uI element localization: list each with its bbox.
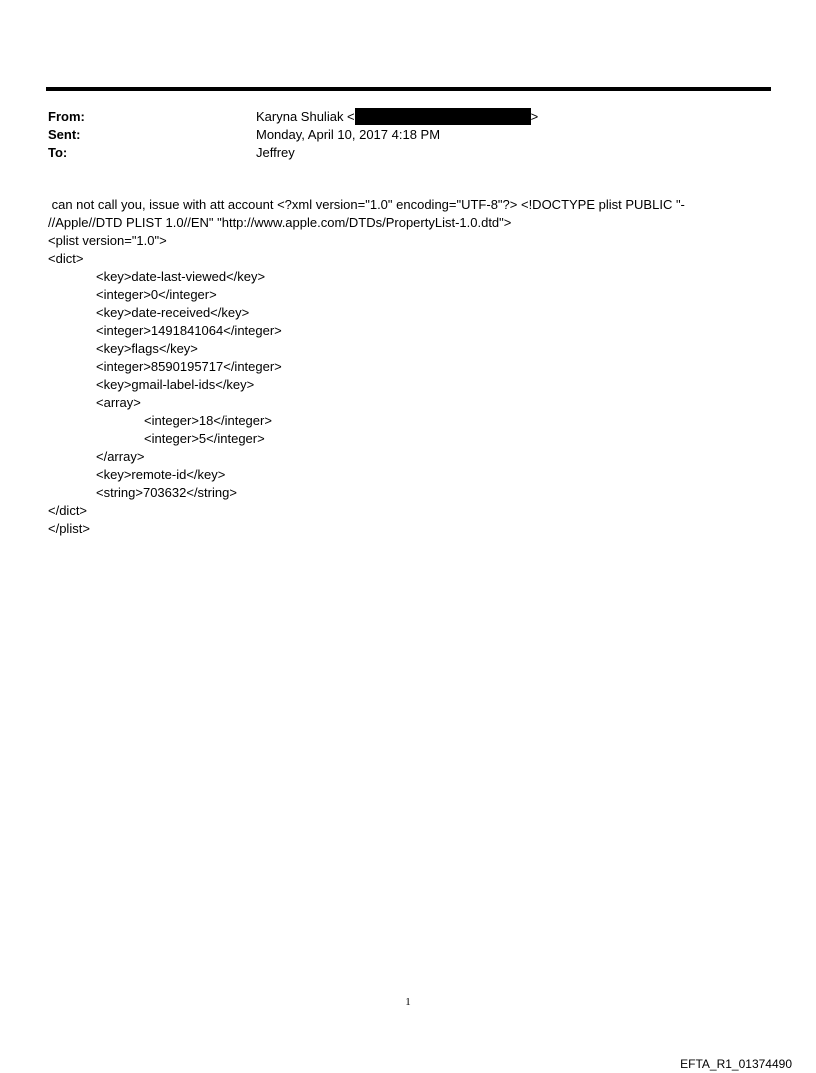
body-line: <integer>1491841064</integer> (96, 323, 282, 338)
bates-number: EFTA_R1_01374490 (680, 1057, 792, 1071)
email-body (48, 196, 768, 538)
body-line: <array> (96, 395, 141, 410)
header-divider (46, 87, 771, 91)
sent-label: Sent: (48, 127, 81, 142)
sender-email-close: > (530, 109, 539, 124)
to-value: Jeffrey (256, 145, 295, 160)
body-line: </plist> (48, 521, 90, 536)
body-line: <integer>8590195717</integer> (96, 359, 282, 374)
body-line: <key>date-received</key> (96, 305, 250, 320)
sender-name: Karyna Shuliak < (256, 109, 355, 124)
page-number: 1 (405, 996, 411, 1008)
body-line: <plist version="1.0"> (48, 233, 167, 248)
body-line: <key>remote-id</key> (96, 467, 226, 482)
from-value (256, 108, 538, 126)
body-line: </dict> (48, 503, 88, 518)
body-line: can not call you, issue with att account <?xml version="1.0" encoding="UTF-8"?> <!DOCTYPE plist PUBLIC "- (48, 197, 685, 212)
body-line: <integer>0</integer> (96, 287, 217, 302)
body-line: <key>flags</key> (96, 341, 198, 356)
body-line: //Apple//DTD PLIST 1.0//EN" "http://www.apple.com/DTDs/PropertyList-1.0.dtd"> (48, 215, 512, 230)
body-line: <integer>18</integer> (144, 413, 272, 428)
body-line: <integer>5</integer> (144, 431, 265, 446)
sent-row (48, 126, 768, 144)
email-header (48, 108, 768, 162)
to-row (48, 144, 768, 162)
to-label: To: (48, 145, 68, 160)
body-line: <key>gmail-label-ids</key> (96, 377, 255, 392)
body-line: <key>date-last-viewed</key> (96, 269, 266, 284)
from-label: From: (48, 109, 85, 124)
from-row (48, 108, 768, 126)
body-line: <dict> (48, 251, 84, 266)
sent-value: Monday, April 10, 2017 4:18 PM (256, 127, 441, 142)
redaction-box (355, 108, 531, 125)
body-line: </array> (96, 449, 145, 464)
body-line: <string>703632</string> (96, 485, 237, 500)
